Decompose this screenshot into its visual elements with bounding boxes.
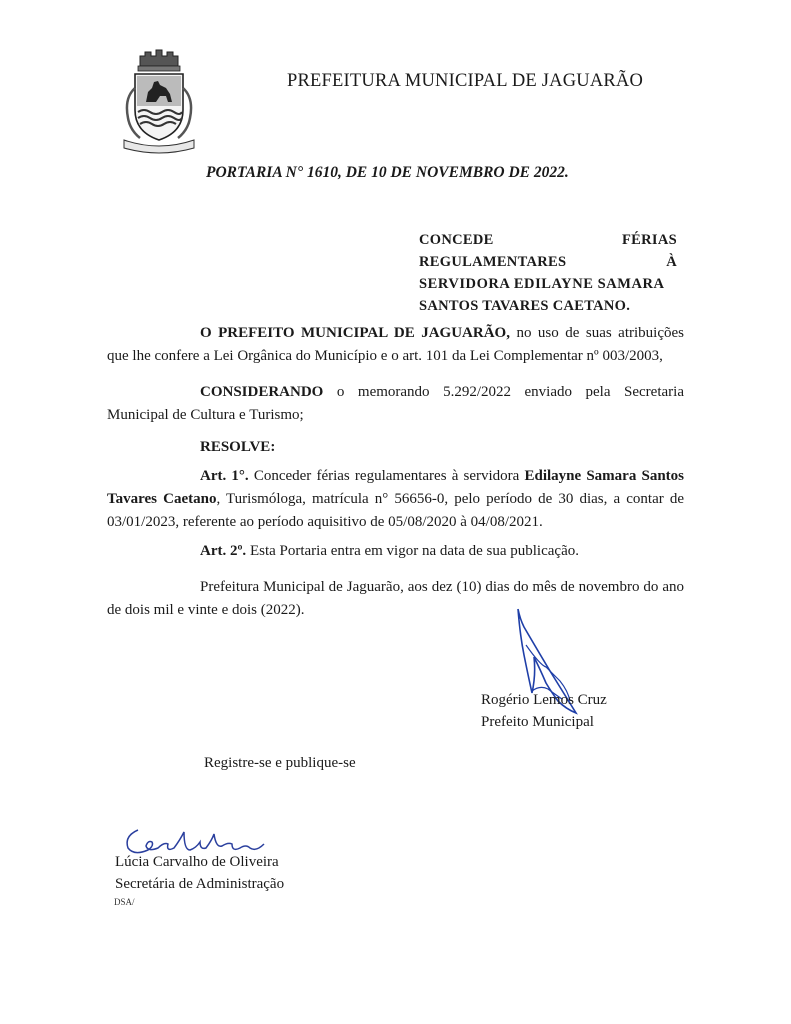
portaria-title: PORTARIA N° 1610, DE 10 DE NOVEMBRO DE 2022. bbox=[206, 164, 569, 181]
ementa bbox=[419, 229, 677, 317]
article-1-label: Art. 1°. bbox=[200, 468, 249, 484]
considerando-text: o memorando 5.292/2022 enviado pela Secretaria Municipal de Cultura e Turismo; bbox=[107, 384, 684, 423]
secretary-signature-block bbox=[115, 851, 284, 895]
resolve-paragraph bbox=[107, 436, 684, 459]
preamble-text: no uso de suas atribuições que lhe confere a Lei Orgânica do Município e o art. 101 da Lei Complementar nº 003/2003, bbox=[107, 325, 684, 364]
ementa-word: CONCEDE bbox=[419, 232, 494, 248]
footer-code: DSA/ bbox=[114, 897, 135, 907]
secretary-role: Secretária de Administração bbox=[115, 876, 285, 892]
ementa-word: FÉRIAS bbox=[622, 232, 677, 248]
article-2-text: Esta Portaria entra em vigor na data de sua publicação. bbox=[246, 543, 579, 559]
considerando-paragraph bbox=[107, 381, 684, 427]
mayor-role: Prefeito Municipal bbox=[481, 714, 594, 730]
preamble-paragraph bbox=[107, 322, 684, 368]
article-1-paragraph bbox=[107, 465, 684, 534]
closing-paragraph: Prefeitura Municipal de Jaguarão, aos dez (10) dias do mês de novembro do ano de dois mil e vinte e dois (2022). bbox=[107, 579, 684, 618]
article-1-text-cont: , Turismóloga, matrícula n° 56656-0, pelo período de 30 dias, a contar de 03/01/2023, referente ao período aquisitivo de 05/08/2020 à 04/08/2021. bbox=[107, 491, 684, 530]
ementa-word: REGULAMENTARES bbox=[419, 254, 567, 270]
ementa-line: SANTOS TAVARES CAETANO. bbox=[419, 298, 631, 314]
article-2-paragraph bbox=[107, 540, 684, 563]
mayor-signature-block bbox=[481, 689, 607, 733]
mayor-name: Rogério Lemos Cruz bbox=[481, 692, 607, 708]
resolve-label: RESOLVE: bbox=[200, 439, 276, 455]
mayor-heading: O PREFEITO MUNICIPAL DE JAGUARÃO, bbox=[200, 325, 510, 341]
secretary-name: Lúcia Carvalho de Oliveira bbox=[115, 854, 279, 870]
article-1-text: Conceder férias regulamentares à servidora bbox=[248, 468, 525, 484]
page-title: PREFEITURA MUNICIPAL DE JAGUARÃO bbox=[287, 71, 644, 91]
ementa-word: À bbox=[666, 254, 677, 270]
employee-name: Edilayne Samara Santos Tavares Caetano bbox=[107, 468, 685, 507]
article-2-label: Art. 2º. bbox=[200, 543, 247, 559]
registre-line: Registre-se e publique-se bbox=[204, 755, 356, 771]
considerando-label: CONSIDERANDO bbox=[200, 384, 324, 400]
ementa-line: SERVIDORA EDILAYNE SAMARA bbox=[419, 276, 665, 292]
municipal-crest-icon bbox=[118, 48, 200, 158]
